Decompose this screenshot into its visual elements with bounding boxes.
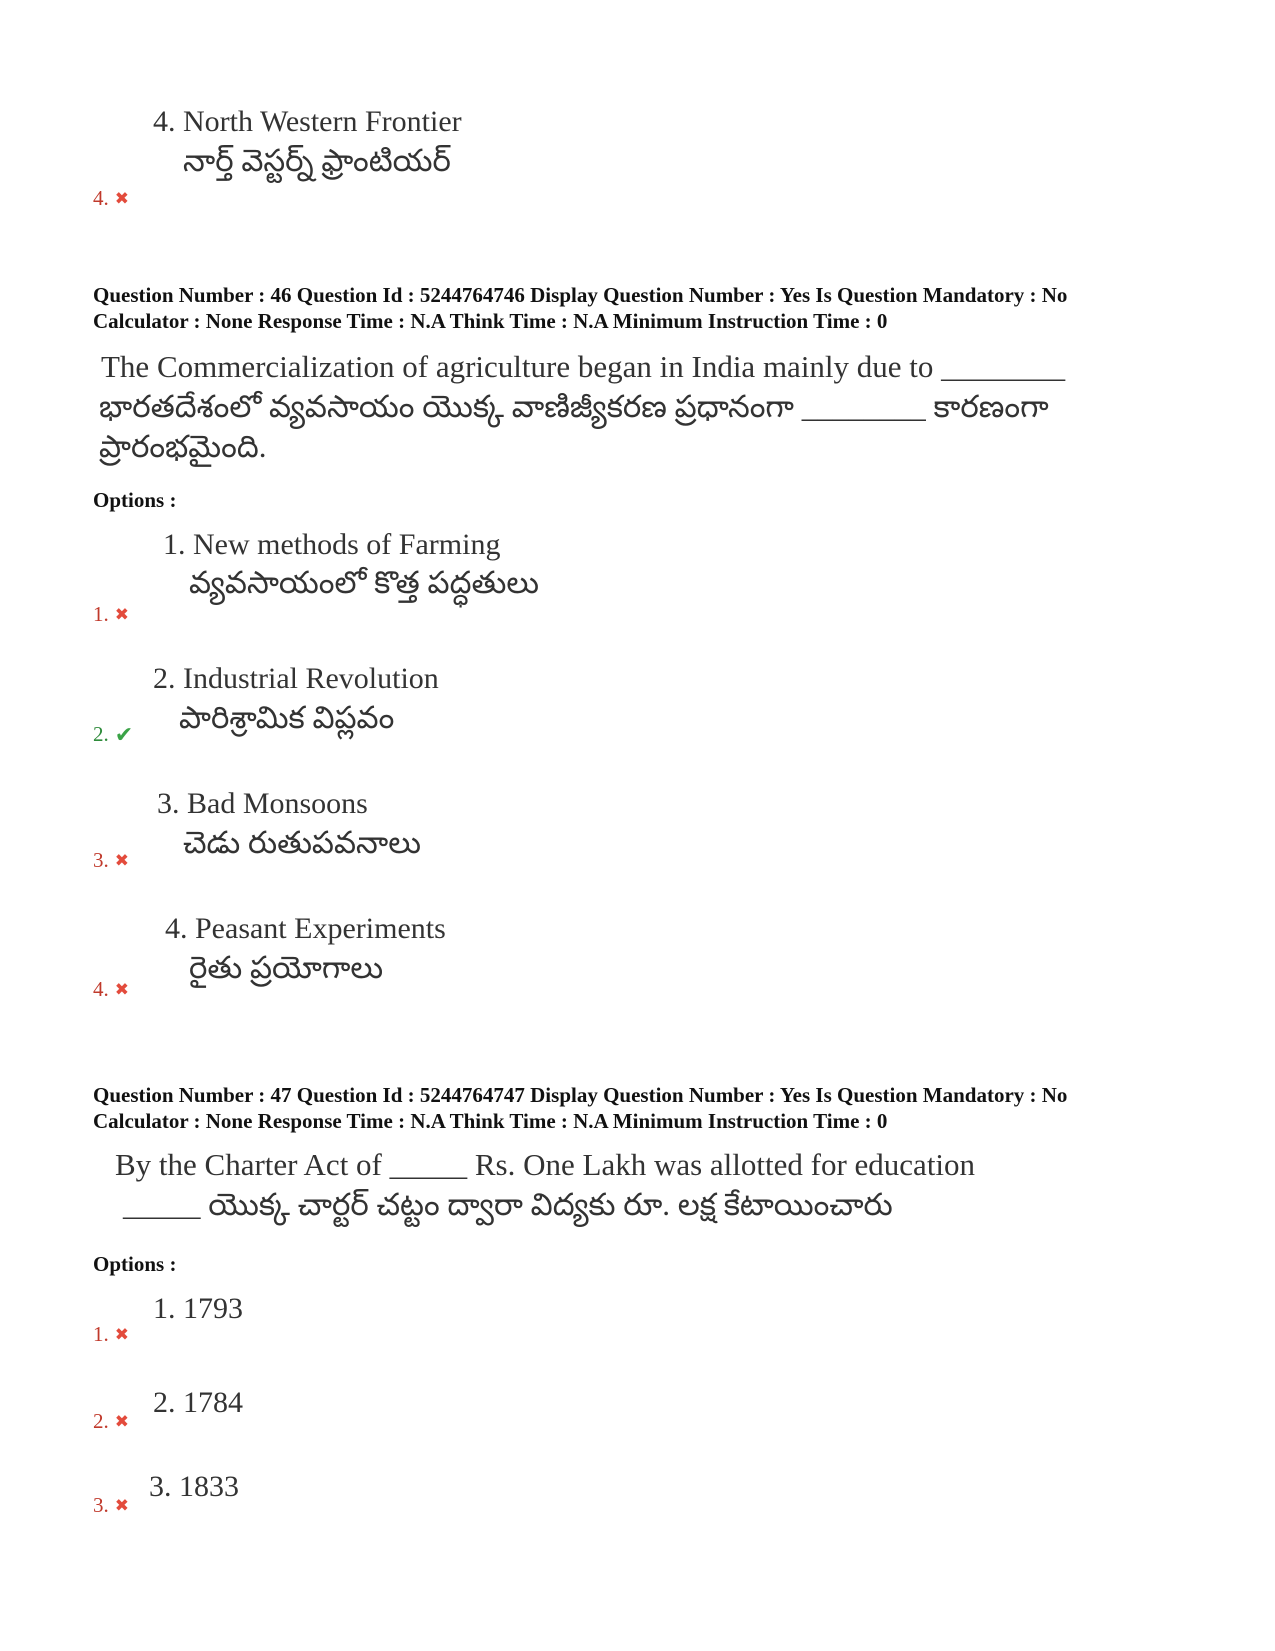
option-marker [93, 1409, 129, 1434]
cross-mark-icon: ✖ [114, 1325, 129, 1344]
question-text-te: _____ యొక్క చార్టర్ చట్టం ద్వారా విద్యకు రూ. లక్ష కేటాయించారు [123, 1187, 893, 1222]
option-text-en: 2. Industrial Revolution [153, 662, 439, 695]
question-text-te-line-1: భారతదేశంలో వ్యవసాయం యొక్క వాణిజ్యీకరణ ప్రధానంగా ________ కారణంగా [99, 389, 1049, 424]
check-mark-icon: ✔ [114, 721, 134, 747]
option-text-en: 4. Peasant Experiments [165, 912, 446, 945]
option-number: 4. [93, 186, 109, 210]
option-marker [93, 1493, 129, 1518]
option-number: 2. [93, 722, 109, 746]
question-meta-line-1: Question Number : 46 Question Id : 5244764746 Display Question Number : Yes Is Question Mandatory : No [93, 283, 1068, 307]
options-label: Options : [93, 1252, 177, 1276]
option-text-en: 1. 1793 [153, 1292, 243, 1325]
question-text-en: The Commercialization of agriculture began in India mainly due to ________ [101, 349, 1066, 384]
option-text-en: 2. 1784 [153, 1386, 243, 1419]
option-text-en: 1. New methods of Farming [163, 528, 501, 561]
cross-mark-icon: ✖ [114, 1496, 129, 1515]
option-number: 2. [93, 1409, 109, 1433]
option-number: 1. [93, 602, 109, 626]
option-text-te: రైతు ప్రయోగాలు [189, 950, 384, 985]
cross-mark-icon: ✖ [114, 851, 129, 870]
option-marker [93, 186, 129, 211]
option-marker [93, 602, 129, 627]
option-number: 3. [93, 848, 109, 872]
cross-mark-icon: ✖ [114, 189, 129, 208]
option-text-en: 4. North Western Frontier [153, 105, 462, 138]
question-meta-line-2: Calculator : None Response Time : N.A Think Time : N.A Minimum Instruction Time : 0 [93, 1109, 888, 1133]
question-text-te-line-2: ప్రారంభమైంది. [99, 429, 267, 464]
option-text-en: 3. Bad Monsoons [157, 787, 368, 820]
question-meta-line-2: Calculator : None Response Time : N.A Think Time : N.A Minimum Instruction Time : 0 [93, 309, 888, 333]
option-text-te: చెడు రుతుపవనాలు [183, 825, 421, 860]
option-text-te: వ్యవసాయంలో కొత్త పద్ధతులు [189, 565, 540, 600]
option-text-te: పారిశ్రామిక విప్లవం [179, 700, 395, 735]
option-text-te: నార్త్ వెస్టర్న్ ఫ్రాంటియర్ [183, 143, 451, 178]
option-number: 4. [93, 977, 109, 1001]
cross-mark-icon: ✖ [114, 1412, 129, 1431]
option-marker [93, 848, 129, 873]
options-label: Options : [93, 488, 177, 512]
cross-mark-icon: ✖ [114, 980, 129, 999]
option-marker [93, 722, 133, 747]
option-number: 3. [93, 1493, 109, 1517]
option-marker [93, 1322, 129, 1347]
cross-mark-icon: ✖ [114, 605, 129, 624]
question-text-en: By the Charter Act of _____ Rs. One Lakh was allotted for education [115, 1147, 976, 1182]
option-marker [93, 977, 129, 1002]
option-text-en: 3. 1833 [149, 1470, 239, 1503]
option-number: 1. [93, 1322, 109, 1346]
question-meta-line-1: Question Number : 47 Question Id : 5244764747 Display Question Number : Yes Is Question Mandatory : No [93, 1083, 1068, 1107]
